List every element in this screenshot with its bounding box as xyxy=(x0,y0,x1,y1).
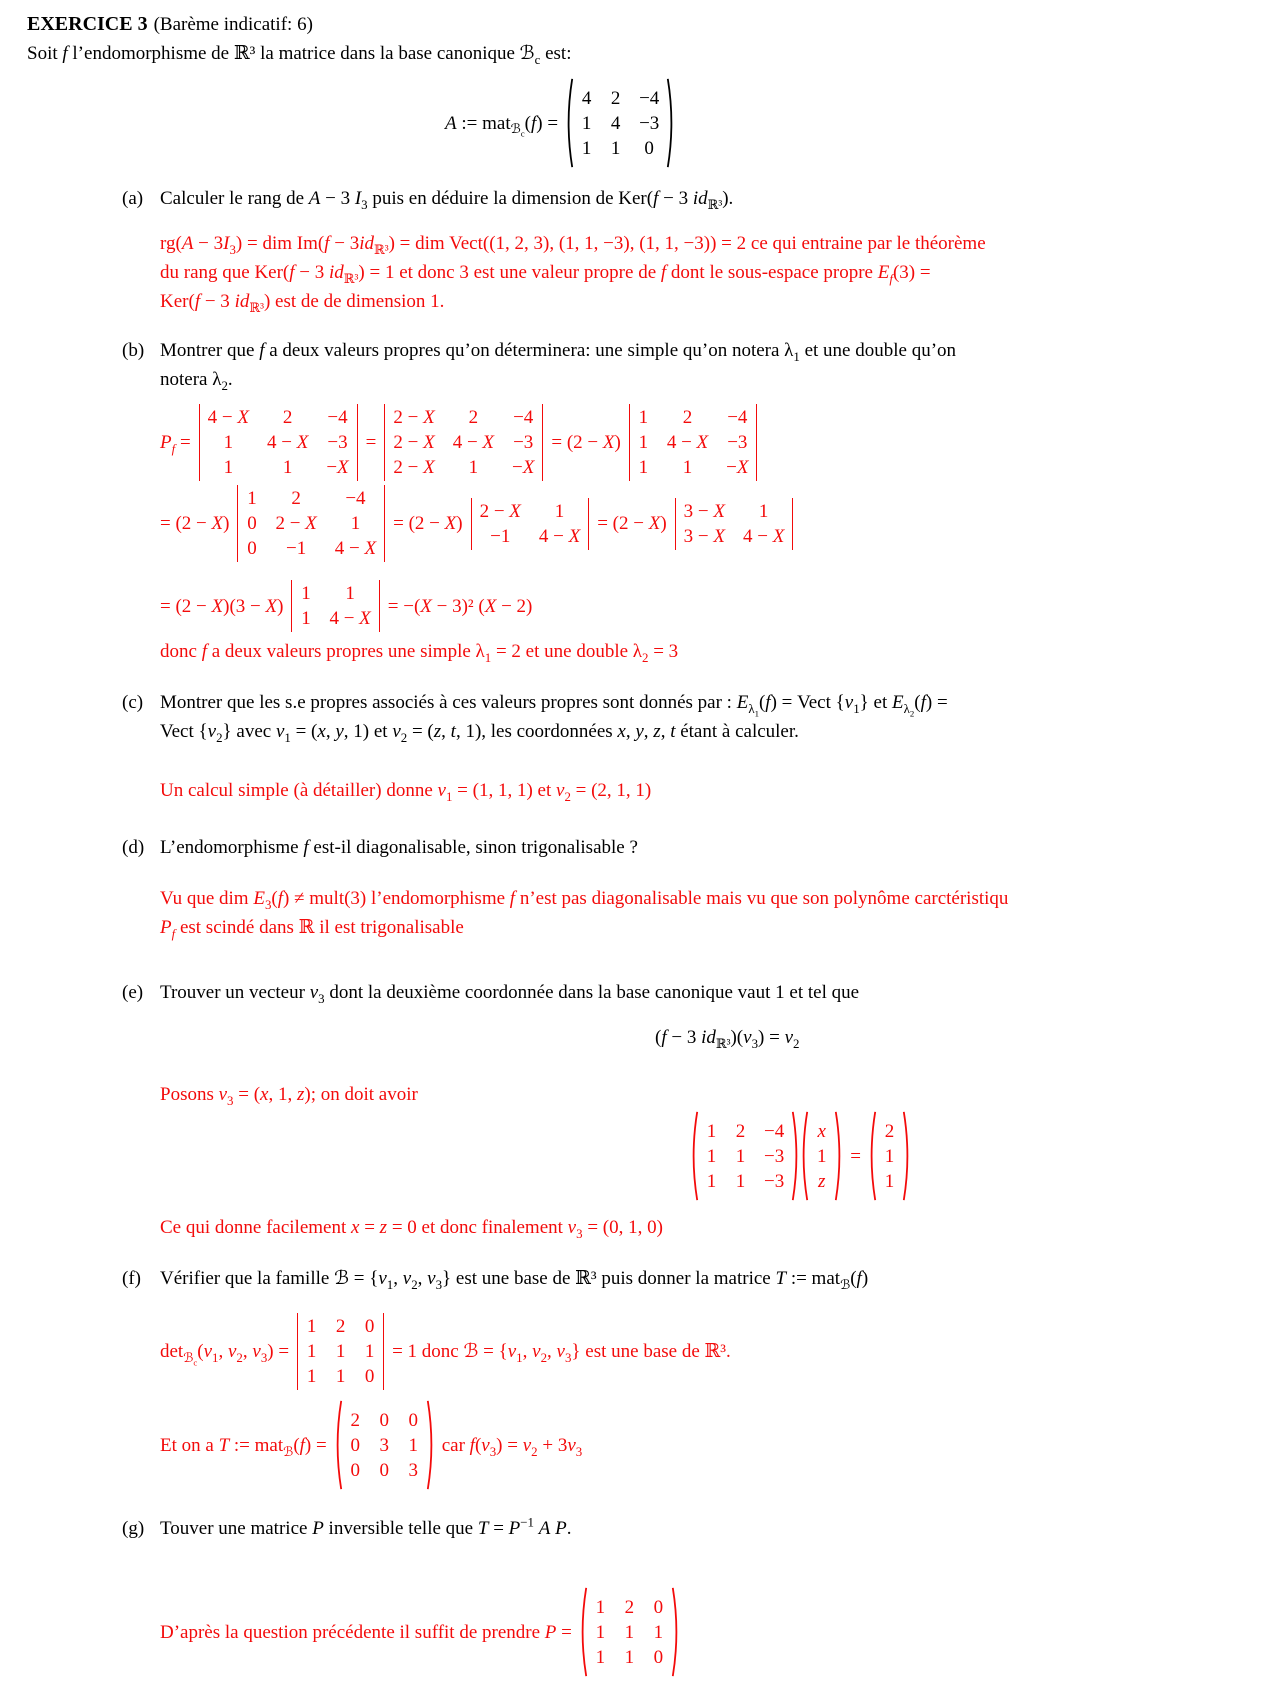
item-d xyxy=(27,833,1264,942)
unknown-vector xyxy=(800,1111,843,1201)
matrix-cell: 2 − X xyxy=(393,457,435,478)
matrix-cell: 2 xyxy=(682,407,693,428)
matrix-cell: 4 − X xyxy=(329,608,371,629)
matrix-t xyxy=(334,1400,435,1490)
matrix-cell: 1 xyxy=(638,407,649,428)
matrix-t-equation xyxy=(160,1400,1264,1490)
item-g xyxy=(27,1514,1264,1677)
matrix-cell: 2 xyxy=(291,488,301,509)
matrix-cell: −4 xyxy=(345,488,366,509)
matrix-cell: 0 xyxy=(350,1459,360,1481)
matrix-cell: 0 xyxy=(364,1366,375,1387)
matrix-cell: 1 xyxy=(595,1596,606,1618)
matrix-cell: −3 xyxy=(639,112,660,134)
item-f xyxy=(27,1264,1264,1490)
matrix-cell: 3 xyxy=(379,1434,389,1456)
matrix-cell: 1 xyxy=(624,1621,635,1643)
matrix-cell: 2 − X xyxy=(275,513,317,534)
char-poly-lhs: $P_f$ = xyxy=(160,432,191,456)
item-d-label: (d) xyxy=(122,837,145,858)
item-d-question: L’endomorphisme f est-il diagonalisable, sinon trigonalisable ? xyxy=(160,837,638,858)
matrix-cell: 0 xyxy=(644,137,654,159)
item-e xyxy=(27,978,1264,1242)
matrix-cell: −1 xyxy=(286,538,307,559)
matrix-cell: 1 xyxy=(223,432,234,453)
matrix-cell: 1 xyxy=(335,1341,346,1362)
result-vector xyxy=(868,1111,911,1201)
item-a-label: (a) xyxy=(122,188,144,209)
item-c-question: Vect $\{v_2\}$ avec $v_1 = (x$, y, 1) et $v_2 = (z$, t, 1), les coordonnées x, y, z, t étant à calculer. xyxy=(160,721,799,745)
matrix-cell: −4 xyxy=(327,407,348,428)
solution-line: du rang que Ker(f − 3 $id_{ℝ^3}) = 1$ et donc 3 est une valeur propre de f dont le sous-espace propre $E_f(3)$ = xyxy=(160,262,931,286)
matrix-cell: 1 xyxy=(758,500,769,522)
matrix-cell: 1 xyxy=(735,1145,746,1167)
matrix-cell: x xyxy=(817,1120,826,1142)
exercise-header xyxy=(27,10,1264,39)
item-b-question: Montrer que f a deux valeurs propres qu’on déterminera: une simple qu’on notera $\lambda_1$ et une double qu’on xyxy=(160,340,957,364)
matrix-cell: 2 − X xyxy=(393,407,435,428)
matrix-cell: −3 xyxy=(327,432,348,453)
item-e-solution-intro: Posons $v_3 = (x$, 1, z); on doit avoir xyxy=(160,1084,418,1108)
matrix-t-rhs: car $f(v_3) = v_2 + 3v_3$ xyxy=(441,1434,583,1459)
equals-sign: = xyxy=(365,432,377,453)
determinant-rhs: = 1 donc ℬ = {$v_1$, $v_2$, $v_3$} est une base de ℝ³. xyxy=(392,1341,731,1365)
solution-line: Un calcul simple (à détailler) donne $v_1 = (1$, 1, 1) et $v_2 = (2$, 1, 1) xyxy=(160,780,652,804)
matrix-definition-lhs: A := mat$_{ℬ_c}$(f) = xyxy=(445,112,559,139)
matrix-p-lhs: D’après la question précédente il suffit de prendre P = xyxy=(160,1621,572,1643)
item-f-question: Vérifier que la famille ℬ = {$v_1$, $v_2$, $v_3$} est une base de ℝ³ puis donner la matrice T := mat$_ℬ$(f) xyxy=(160,1268,869,1292)
item-a xyxy=(27,184,1264,316)
matrix-cell: 1 xyxy=(595,1621,606,1643)
item-c-solution xyxy=(160,776,1264,805)
matrix-cell: 2 xyxy=(884,1120,895,1142)
item-c-question: Montrer que les s.e propres associés à ces valeurs propres sont donnés par : $E_{\lambda_1}(f)$ = Vect $\{v_1\}$ et $E_{\lambda_2}(f)$ = xyxy=(160,692,948,719)
item-b-label: (b) xyxy=(122,340,145,361)
matrix-cell: 1 xyxy=(816,1145,827,1167)
determinant xyxy=(383,402,544,483)
matrix-cell: 1 xyxy=(554,500,565,522)
matrix-cell: 1 xyxy=(735,1170,746,1192)
matrix-cell: −1 xyxy=(490,525,511,547)
determinant-lhs: $\det_{ℬ_c}(v_1$, $v_2$, $v_3$) = xyxy=(160,1341,290,1368)
determinant xyxy=(236,483,386,564)
determinant xyxy=(628,402,759,483)
determinant xyxy=(290,578,380,634)
matrix-cell: 1 xyxy=(335,1366,346,1387)
matrix-cell: −X xyxy=(726,457,749,478)
matrix-cell: 2 xyxy=(335,1316,346,1337)
matrix-cell: 2 xyxy=(624,1596,635,1618)
matrix-cell: 1 xyxy=(884,1170,895,1192)
matrix-definition-equation xyxy=(445,78,1264,168)
matrix-cell: 3 − X xyxy=(683,525,725,547)
matrix-cell: 0 xyxy=(247,513,257,534)
coefficient-matrix xyxy=(690,1111,800,1201)
matrix-cell: 1 xyxy=(223,457,234,478)
item-b xyxy=(27,336,1264,666)
matrix-cell: 4 − X xyxy=(452,432,495,453)
matrix-cell: z xyxy=(818,1170,826,1192)
factor-term: = (2 − X)(3 − X) xyxy=(160,595,284,617)
matrix-cell: 1 xyxy=(364,1341,375,1362)
item-d-solution xyxy=(160,884,1264,942)
matrix-cell: 1 xyxy=(595,1646,606,1668)
matrix-cell: 1 xyxy=(306,1316,317,1337)
matrix-cell: −3 xyxy=(764,1170,785,1192)
matrix-cell: 1 xyxy=(345,583,355,604)
char-poly-result: = −(X − 3)² (X − 2) xyxy=(387,595,533,617)
matrix-cell: 1 xyxy=(301,608,311,629)
matrix-cell: −3 xyxy=(727,432,748,453)
matrix-cell: 0 xyxy=(379,1459,389,1481)
item-c xyxy=(27,688,1264,805)
item-g-label: (g) xyxy=(122,1518,145,1539)
exercise-title: EXERCICE 3 xyxy=(27,13,148,35)
matrix-cell: −4 xyxy=(513,407,534,428)
matrix-cell: 0 xyxy=(379,1409,389,1431)
solution-line: Vu que dim $E_3(f)$ ≠ mult(3) l’endomorphisme f n’est pas diagonalisable mais vu que son polynôme carctéristiqu xyxy=(160,888,1009,912)
matrix-cell: 4 xyxy=(610,112,621,134)
matrix-p-equation xyxy=(160,1587,1264,1677)
item-e-question: Trouver un vecteur $v_3$ dont la deuxième coordonnée dans la base canonique vaut 1 et tel que xyxy=(160,982,860,1006)
matrix-cell: −4 xyxy=(639,87,660,109)
matrix-cell: 0 xyxy=(408,1409,418,1431)
matrix-cell: 1 xyxy=(247,488,257,509)
matrix-cell: 1 xyxy=(408,1434,418,1456)
determinant xyxy=(198,402,359,483)
factor-term: = (2 − X) xyxy=(160,513,230,534)
matrix-cell: 0 xyxy=(350,1434,360,1456)
matrix-cell: 1 xyxy=(282,457,293,478)
item-e-solution-conclusion: Ce qui donne facilement x = z = 0 et donc finalement $v_3 = (0$, 1, 0) xyxy=(160,1217,663,1241)
factor-term: = (2 − X) xyxy=(597,513,667,534)
item-a-question: Calculer le rang de A − 3 $I_3$ puis en déduire la dimension de Ker(f − 3 $id_{ℝ^3}$). xyxy=(160,188,734,212)
item-e-displayed-equation xyxy=(655,1023,1264,1052)
matrix-cell: −4 xyxy=(727,407,748,428)
matrix-cell: 1 xyxy=(468,457,479,478)
factor-term: = (2 − X) xyxy=(393,513,463,534)
matrix-t-lhs: Et on a T := mat$_ℬ$(f) = xyxy=(160,1434,327,1459)
matrix-cell: 1 xyxy=(581,112,592,134)
matrix-cell: 1 xyxy=(638,457,649,478)
matrix-cell: 1 xyxy=(706,1145,717,1167)
matrix-cell: 0 xyxy=(653,1646,664,1668)
determinant xyxy=(296,1311,385,1392)
matrix-cell: 1 xyxy=(624,1646,635,1668)
matrix-cell: 2 xyxy=(735,1120,746,1142)
matrix-cell: 1 xyxy=(610,137,621,159)
equals-sign: = xyxy=(850,1145,861,1167)
item-g-question: Touver une matrice P inversible telle que $T = P^{-1}$ A P. xyxy=(160,1514,572,1539)
matrix-cell: 2 xyxy=(610,87,621,109)
item-b-conclusion: donc f a deux valeurs propres une simple $\lambda_1 = 2$ et une double $\lambda_2 = 3$ xyxy=(160,641,679,665)
char-poly-line-2 xyxy=(160,483,1264,564)
matrix-cell: 1 xyxy=(706,1170,717,1192)
matrix-cell: 4 − X xyxy=(743,525,785,547)
matrix-cell: 2 xyxy=(350,1409,360,1431)
solution-line: Ker(f − 3 $id_{ℝ^3}$) est de de dimension 1. xyxy=(160,291,445,315)
matrix-cell: 1 xyxy=(350,513,361,534)
matrix-cell: 1 xyxy=(653,1621,664,1643)
matrix-cell: −3 xyxy=(513,432,534,453)
determinant xyxy=(674,496,795,552)
basis-determinant-equation xyxy=(160,1311,1264,1392)
matrix-cell: 2 − X xyxy=(479,500,521,522)
matrix-cell: 2 xyxy=(468,407,479,428)
matrix-cell: 4 − X xyxy=(538,525,581,547)
matrix-cell: −X xyxy=(326,457,349,478)
char-poly-line-1 xyxy=(160,402,1264,483)
char-poly-line-3 xyxy=(160,578,1264,634)
matrix-cell: −4 xyxy=(764,1120,785,1142)
item-f-label: (f) xyxy=(122,1268,141,1289)
matrix-cell: 1 xyxy=(306,1366,317,1387)
item-e-label: (e) xyxy=(122,982,144,1003)
matrix-cell: 3 xyxy=(408,1459,418,1481)
item-c-label: (c) xyxy=(122,692,144,713)
solution-line: $P_f$ est scindé dans ℝ il est trigonalisable xyxy=(160,917,464,941)
matrix-cell: 1 xyxy=(638,432,649,453)
matrix-cell: 1 xyxy=(581,137,592,159)
matrix-cell: 1 xyxy=(306,1341,317,1362)
determinant xyxy=(470,496,591,552)
matrix-cell: 1 xyxy=(301,583,311,604)
matrix-a xyxy=(565,78,675,168)
item-b-question: notera $\lambda_2$. xyxy=(160,369,233,393)
intro-text: Soit f l’endomorphisme de ℝ³ la matrice dans la base canonique ℬ$_c$ est: xyxy=(27,43,572,67)
equation-text: (f − 3 $id_{ℝ^3})(v_3) = v_2$ xyxy=(655,1027,800,1051)
matrix-cell: 4 xyxy=(581,87,592,109)
solution-line: $rg(A - 3I_3)$ = dim $Im(f - 3id_{ℝ^3})$ = dim Vect((1, 2, 3), (1, 1, −3), (1, 1, −3)) = 2 ce qui entraine par le théorème xyxy=(160,233,986,257)
exercise-subtitle: (Barème indicatif: 6) xyxy=(153,14,313,35)
matrix-cell: 4 − X xyxy=(334,538,377,559)
matrix-cell: 1 xyxy=(682,457,693,478)
matrix-cell: 4 − X xyxy=(666,432,709,453)
matrix-cell: 1 xyxy=(884,1145,895,1167)
matrix-cell: 2 − X xyxy=(393,432,435,453)
matrix-cell: −X xyxy=(512,457,535,478)
matrix-cell: 2 xyxy=(282,407,293,428)
matrix-cell: 3 − X xyxy=(683,500,725,522)
item-a-solution xyxy=(160,229,1264,316)
factor-term: = (2 − X) xyxy=(551,432,621,453)
matrix-cell: 0 xyxy=(364,1316,375,1337)
matrix-cell: 0 xyxy=(653,1596,664,1618)
matrix-cell: 4 − X xyxy=(207,407,249,428)
item-e-matrix-equation xyxy=(690,1111,1264,1201)
matrix-p xyxy=(579,1587,680,1677)
matrix-cell: 0 xyxy=(247,538,257,559)
matrix-cell: 1 xyxy=(706,1120,717,1142)
matrix-cell: −3 xyxy=(764,1145,785,1167)
matrix-cell: 4 − X xyxy=(267,432,309,453)
